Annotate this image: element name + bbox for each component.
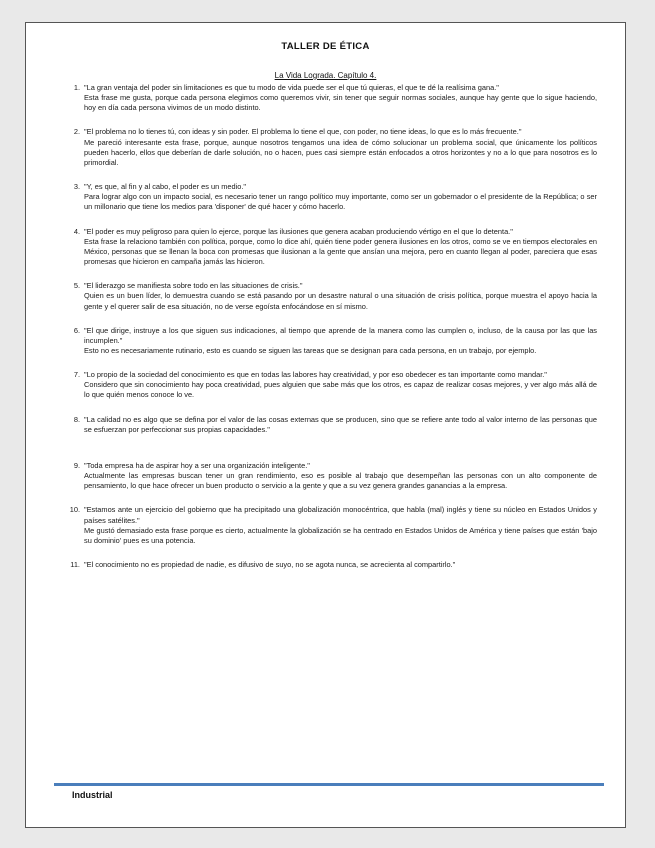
item-number: 7.: [73, 370, 80, 380]
list-item: [73, 226, 597, 268]
list-item: [73, 414, 597, 435]
item-quote: "La gran ventaja del poder sin limitaciones es que tu modo de vida puede ser el que tú quieras, el que te dé la realísima gana.": [84, 83, 499, 92]
item-number: 8.: [73, 414, 80, 424]
item-number: 2.: [73, 127, 80, 137]
list-item: [73, 325, 597, 356]
item-comment: Esta frase me gusta, porque cada persona elegimos como queremos vivir, sin tener que seguir normas sociales, aunque hay gente que lo sigue haciendo, hoy en día cada persona vivimos de un modo distinto.: [84, 93, 597, 113]
item-number: 9.: [73, 460, 80, 470]
list-item: [70, 560, 597, 570]
quote-list: [69, 83, 597, 584]
list-item: [73, 460, 597, 491]
item-quote: "Toda empresa ha de aspirar hoy a ser una organización inteligente.": [84, 460, 310, 470]
item-number: 11.: [70, 560, 80, 569]
list-item: [73, 281, 597, 311]
document-title: TALLER DE ÉTICA: [281, 41, 370, 52]
item-comment: Para lograr algo con un impacto social, es necesario tener un rango político muy importante, como ser un gobernador o el presidente de la República; o ser un millonario que tiene los medios para 'disponer' de qué hacer y cómo hacerlo.: [84, 192, 597, 212]
item-comment: Quien es un buen líder, lo demuestra cuando se está pasando por un desastre natural o una situación de crisis política, porque muestra el apoyo hacia la gente y el querer salir de esa situación, no de verse egoísta enfocándose en sí mismo.: [84, 291, 597, 311]
item-comment: Me pareció interesante esta frase, porque, aunque nosotros tengamos una idea de cómo solucionar un problema social, que únicamente los políticos pueden hacerlo, ellos que deberían de darle solución, no o hacen, pues casi siempre están enfocados a otros horizontes y no a lo que para nosotros es lo primordial.: [84, 137, 597, 167]
document-page: [25, 22, 626, 828]
item-number: 1.: [73, 83, 80, 92]
item-quote: "Lo propio de la sociedad del conocimiento es que en todas las labores hay creatividad, y por eso obedecer es tan importante como mandar.": [84, 370, 547, 380]
list-item: [73, 127, 597, 168]
item-comment: Esta frase la relaciono también con política, porque, como lo dice ahí, quién tiene poder genera ilusiones en los otros, como se ve en tiempos electorales en México, personas que se llenan la boca con promesas que ilusionan a la gente que ansían una mejora, pero en cuanto llegan al poder, pareciera que esas promesas que hicieron en campaña jamás las hicieron.: [84, 236, 597, 267]
item-comment: Actualmente las empresas buscan tener un gran rendimiento, eso es posible al trabajo que desempeñan las personas con un alto componente de pensamiento, lo que hace ofrecer un buen producto o servicio a la gente y que a su vez genera grandes ganancias a la empresa.: [84, 471, 597, 491]
item-comment: Me gustó demasiado esta frase porque es cierto, actualmente la globalización se ha centrado en Estados Unidos de América y tiene países que están 'bajo su dominio' pues es una potencia.: [84, 525, 597, 545]
list-item: [73, 83, 597, 113]
list-item: [69, 505, 597, 546]
item-comment: Considero que sin conocimiento hay poca creatividad, pues alguien que sabe más que los otros, es capaz de realizar cosas mejores, y ver algo más allá de lo que quién menos conoce lo ve.: [84, 380, 597, 400]
item-number: 3.: [73, 182, 80, 192]
item-number: 6.: [73, 325, 80, 335]
item-quote: "El que dirige, instruye a los que siguen sus indicaciones, al tiempo que aprende de la manera como las cumplen o, incluso, de la causa por las que las incumplen.": [84, 325, 597, 345]
item-number: 5.: [73, 281, 80, 291]
footer-divider: [54, 783, 604, 786]
item-quote: "El conocimiento no es propiedad de nadie, es difusivo de suyo, no se agota nunca, se acrecienta al compartirlo.": [84, 560, 456, 569]
item-number: 4.: [73, 226, 80, 236]
item-quote: "El poder es muy peligroso para quien lo ejerce, porque las ilusiones que genera acaban produciendo vértigo en el que lo detenta.": [84, 226, 513, 236]
item-quote: "Estamos ante un ejercicio del gobierno que ha precipitado una globalización monocéntrica, que habla (mal) inglés y tiene su núcleo en Estados Unidos y países satélites.": [84, 505, 597, 525]
item-quote: "El liderazgo se manifiesta sobre todo en las situaciones de crisis.": [84, 281, 303, 291]
item-quote: "La calidad no es algo que se defina por el valor de las cosas externas que se producen, sino que se refiere ante todo al valor interno de las personas que se esfuerzan por perfeccionar sus propias capacidades.": [84, 414, 597, 434]
item-quote: "El problema no lo tienes tú, con ideas y sin poder. El problema lo tiene el que, con poder, no tiene ideas, lo que es lo más frecuente.": [84, 127, 522, 137]
item-number: 10.: [69, 505, 80, 515]
footer-text: Industrial: [72, 790, 113, 800]
list-item: [73, 182, 597, 212]
item-quote: "Y, es que, al fin y al cabo, el poder es un medio.": [84, 182, 247, 192]
list-item: [73, 370, 597, 400]
document-subtitle: La Vida Lograda. Capítulo 4.: [274, 71, 377, 80]
item-comment: Esto no es necesariamente rutinario, esto es cuando se siguen las tareas que se designan para cada persona, en un trabajo, por ejemplo.: [84, 345, 537, 355]
